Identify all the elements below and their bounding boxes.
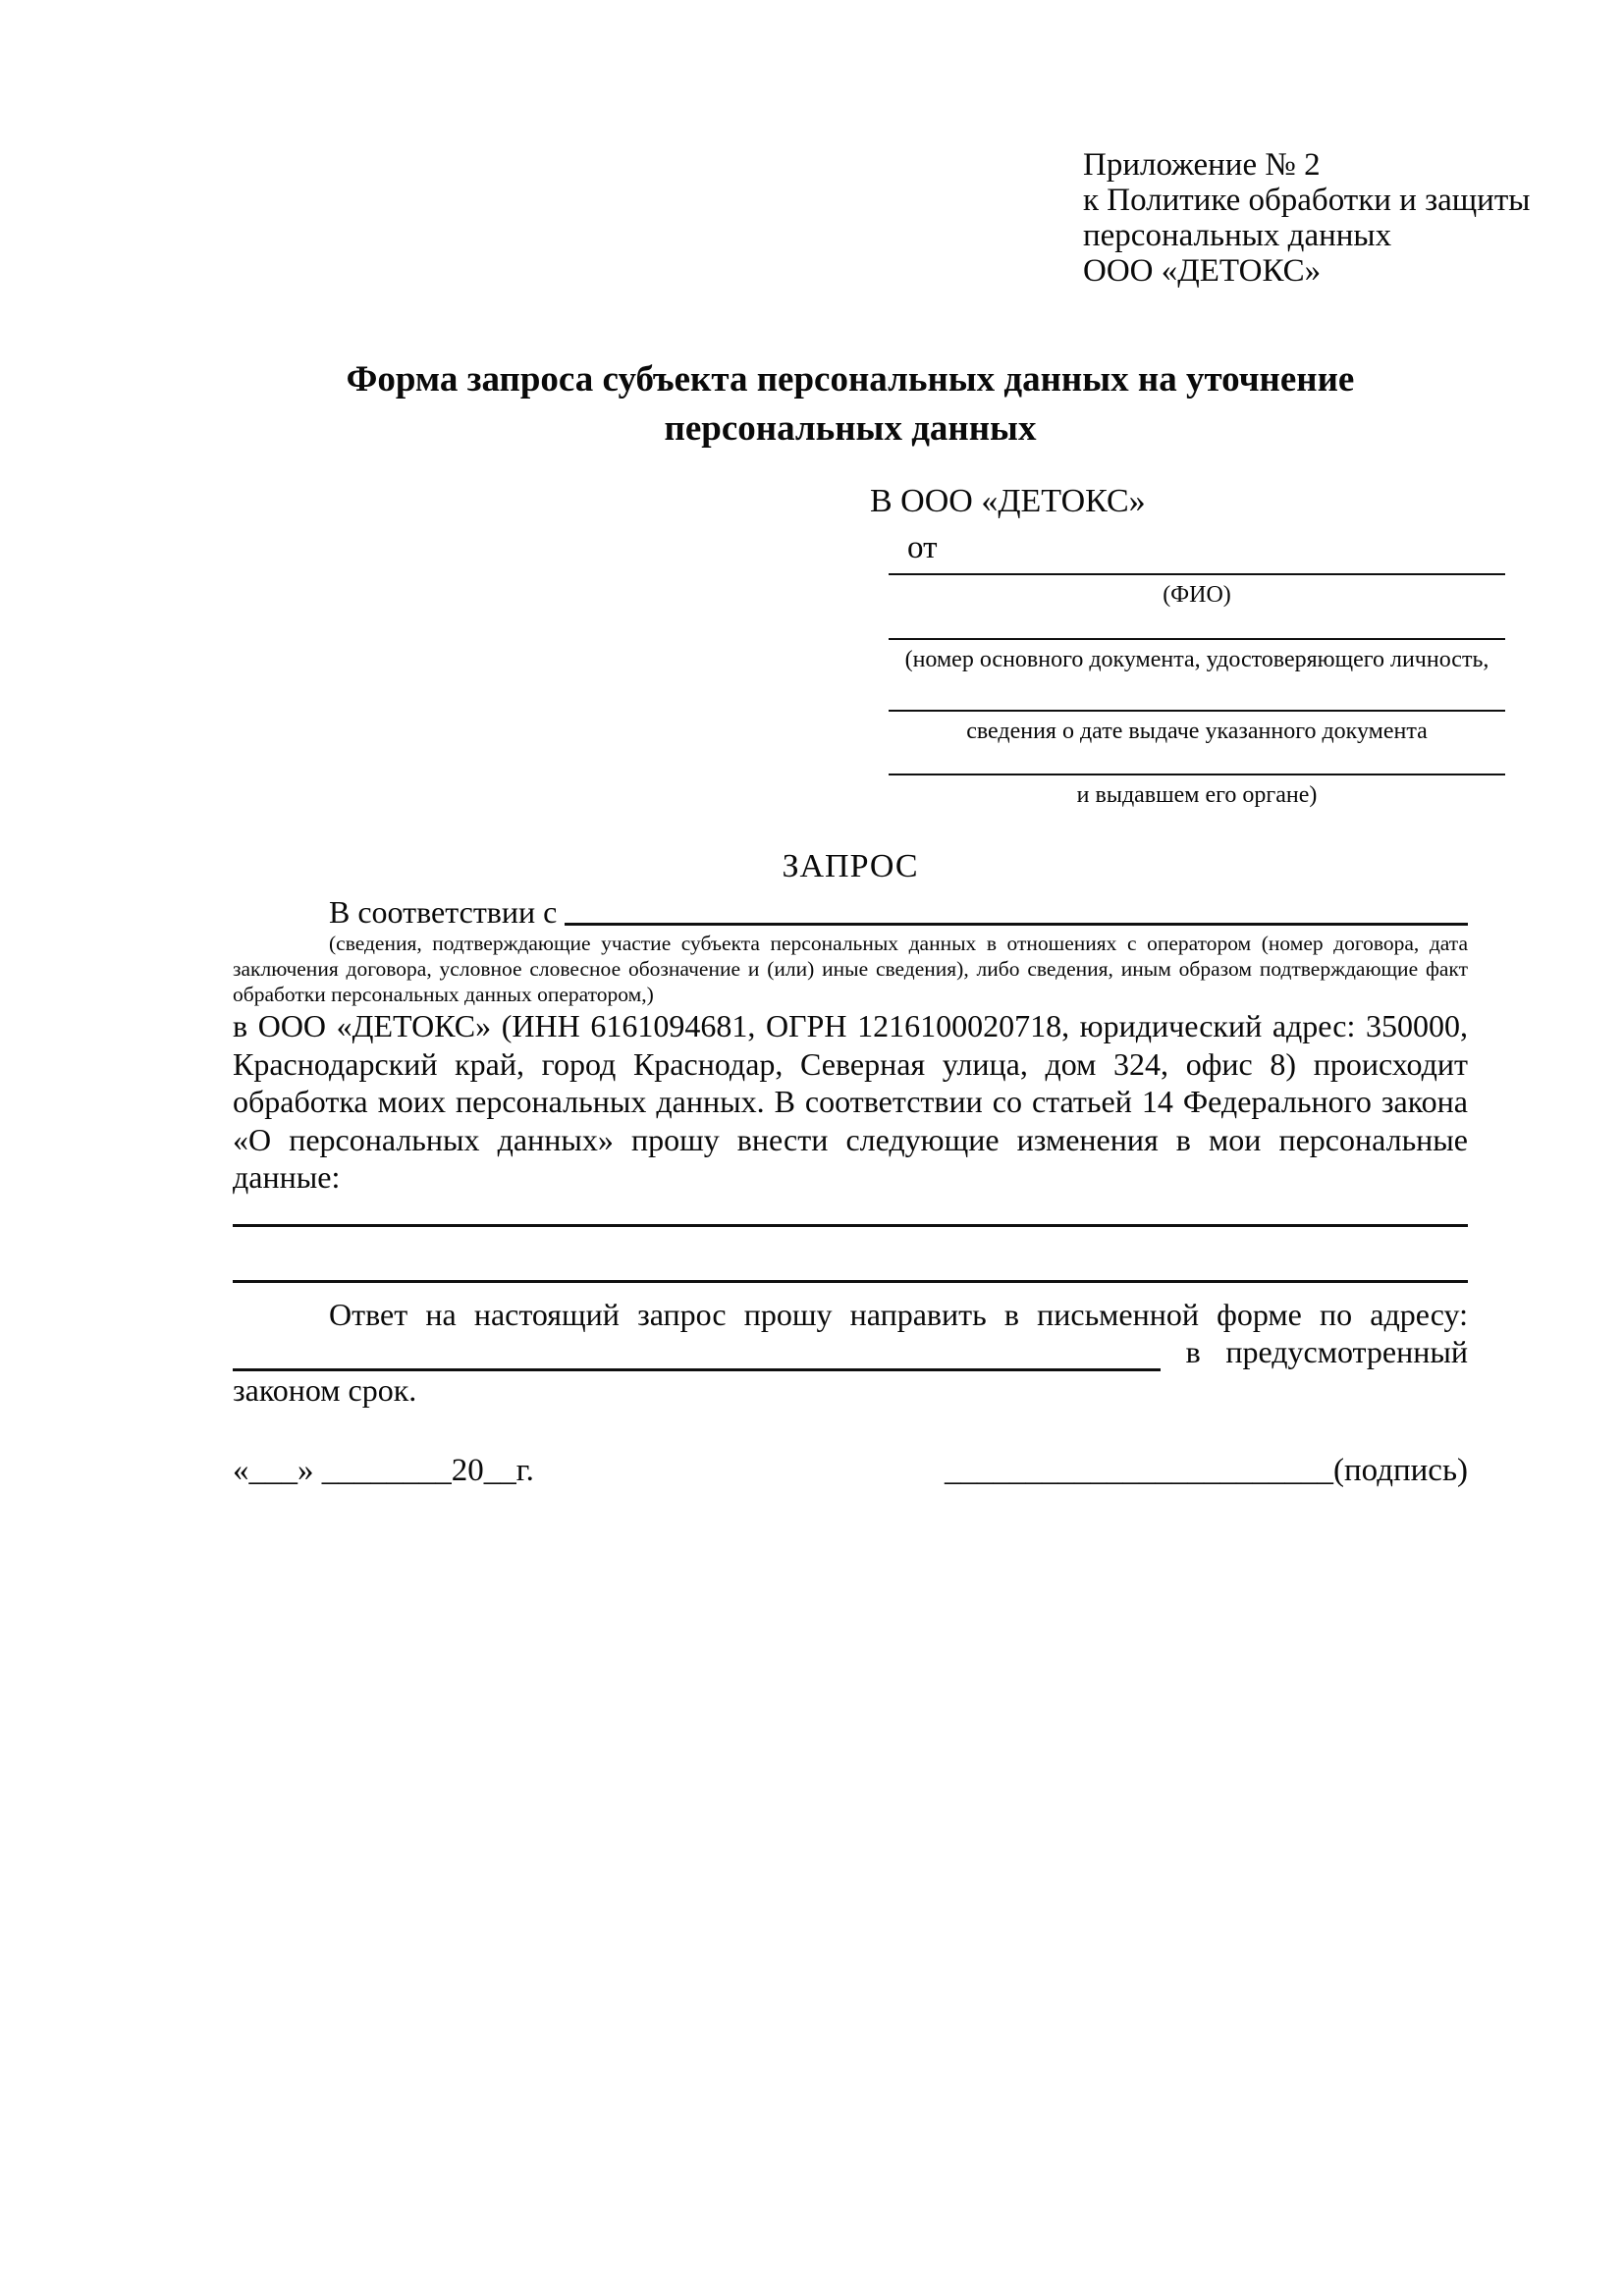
request-heading: ЗАПРОС [782,848,919,884]
body-line-4: «О персональных данных» прошу внести следующие изменения в мои персональные [233,1121,1468,1157]
changes-blank-line-2 [233,1280,1468,1283]
appendix-line-4: ООО «ДЕТОКС» [1083,253,1322,289]
identity-document-caption: (номер основного документа, удостоверяющего личность, [904,647,1489,672]
reply-line-2 [233,1334,1468,1371]
footnote-paragraph [233,931,1468,1007]
identity-document-blank-line [889,638,1505,640]
body-line-2: Краснодарский край, город Краснодар, Северная улица, дом 324, офис 8) происходит [233,1045,1468,1082]
reply-word-in: в [1185,1334,1201,1369]
issuer-caption: и выдавшем его органе) [1076,782,1318,808]
accordance-lead: В соответствии с [329,894,558,930]
document-title-line-2: персональных данных [664,408,1037,449]
appendix-line-2: к Политике обработки и защиты [1083,183,1531,218]
signing-row [233,1451,1468,1490]
issue-date-field [889,710,1505,745]
body-line-1: в ООО «ДЕТОКС» (ИНН 6161094681, ОГРН 1216100020718, юридический адрес: 350000, [233,1008,1468,1043]
footnote-line-3: обработки персональных данных оператором,) [233,983,654,1006]
document-title-line-1: Форма запроса субъекта персональных данных на уточнение [346,359,1355,400]
issuer-blank-line [889,774,1505,775]
date-blank: «___» ________20__г. [233,1453,534,1488]
appendix-line-1: Приложение № 2 [1083,147,1321,183]
signature-block [945,1451,1468,1490]
issue-date-blank-line [889,710,1505,712]
reply-line-1: Ответ на настоящий запрос прошу направить в письменной форме по адресу: [329,1297,1468,1332]
addressee: В ООО «ДЕТОКС» [870,483,1146,519]
footnote-line-1: (сведения, подтверждающие участие субъекта персональных данных в отношениях с оператором (номер договора, дата [329,932,1468,955]
address-blank-line [233,1339,1161,1371]
reply-line-3: законом срок. [233,1371,417,1408]
signature-caption: (подпись) [1333,1453,1468,1488]
fio-caption: (ФИО) [1163,582,1231,608]
from-label: от [907,530,938,565]
body-line-5: данные: [233,1159,341,1195]
identity-document-field [889,638,1505,673]
accordance-blank-line [565,893,1468,926]
fio-field [889,573,1505,609]
reply-word-term: предусмотренный [1225,1334,1468,1369]
body-paragraph [233,1007,1468,1197]
issuer-field [889,774,1505,809]
document-title [233,355,1468,454]
accordance-row [233,893,1468,931]
body-line-3: обработка моих персональных данных. В соответствии со статьей 14 Федерального закона [233,1084,1468,1119]
appendix-block [1083,147,1530,289]
issue-date-caption: сведения о дате выдаче указанного документа [966,719,1428,744]
appendix-line-3: персональных данных [1083,218,1392,253]
footnote-line-2: заключения договора, условное словесное обозначение и (или) иные сведения), либо сведения, иным образом подтверждающие факт [233,957,1468,981]
reply-paragraph [233,1296,1468,1409]
fio-blank-line [889,573,1505,575]
signature-blank-line: ________________________ [945,1453,1333,1488]
changes-blank-line-1 [233,1224,1468,1227]
